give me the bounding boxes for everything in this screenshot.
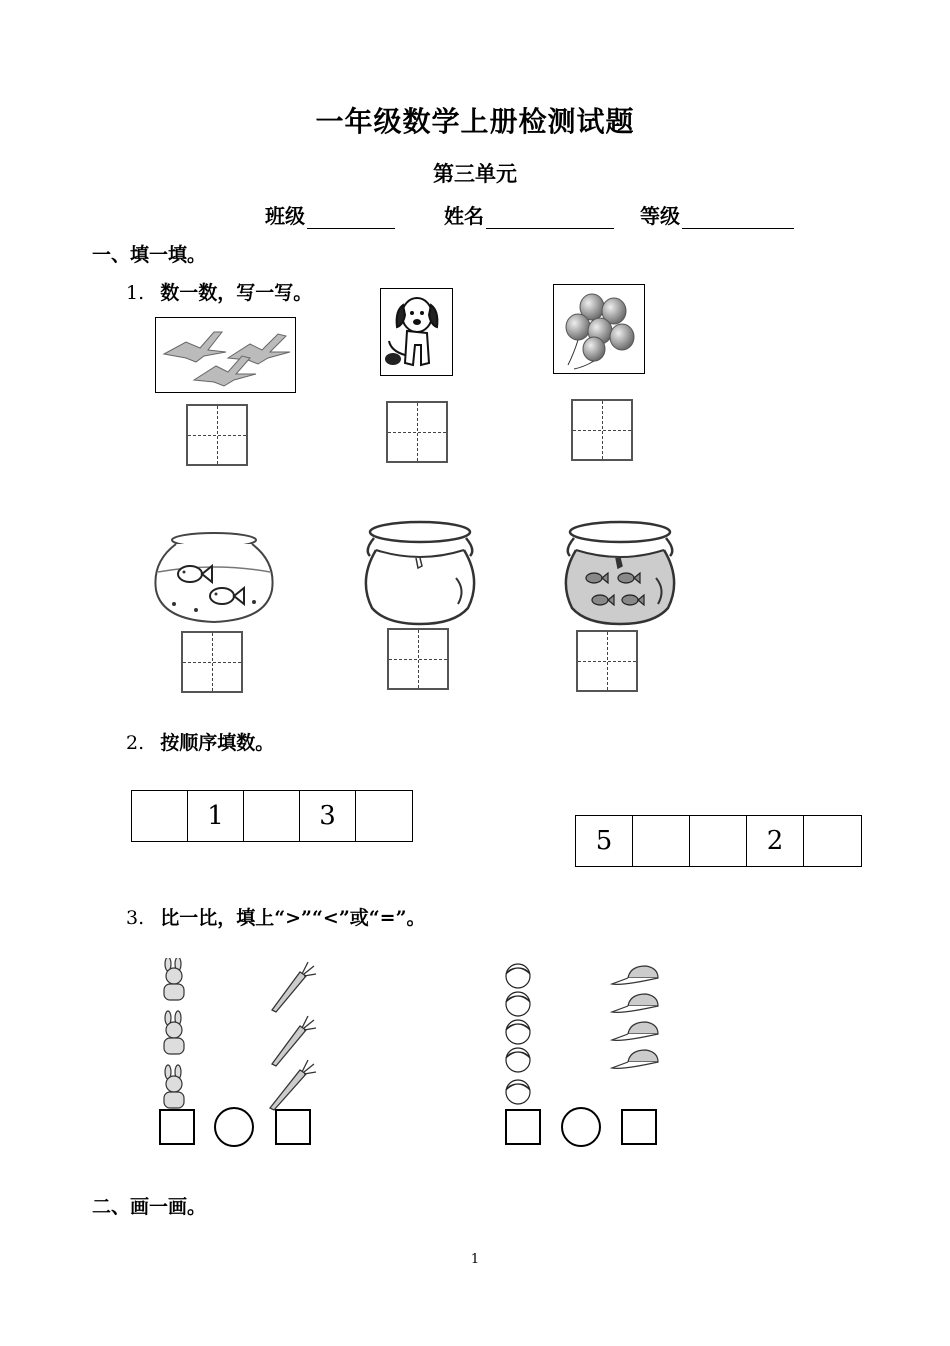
rabbits-icon (152, 958, 200, 1118)
section-1-heading: 一、填一填。 (92, 244, 207, 266)
answer-grid-fishbowl-3[interactable] (576, 630, 638, 692)
answer-grid-fishbowl-1[interactable] (181, 631, 243, 693)
balloons-icon (554, 285, 644, 373)
name-blank[interactable] (486, 204, 614, 229)
sequence-row-b (575, 815, 862, 867)
caps-icon (608, 962, 662, 1078)
sequence-cell[interactable] (633, 816, 690, 866)
answer-grid-birds[interactable] (186, 404, 248, 466)
compare-circle-left[interactable] (214, 1107, 254, 1147)
sequence-cell: 1 (188, 791, 244, 841)
answer-grid-balloons[interactable] (571, 399, 633, 461)
birds-picture (155, 317, 296, 393)
question-1-number: 1. (126, 282, 145, 304)
name-field[interactable] (444, 200, 614, 229)
answer-grid-fishbowl-2[interactable] (387, 628, 449, 690)
fishbowl-two-fish-icon (150, 532, 280, 628)
sequence-cell[interactable] (690, 816, 747, 866)
children-icon (496, 962, 542, 1108)
sequence-cell: 2 (747, 816, 804, 866)
name-label: 姓名 (444, 204, 484, 228)
dog-picture (380, 288, 453, 376)
question-1-text: 数一数，写一写。 (160, 282, 313, 304)
sequence-row-a (131, 790, 413, 842)
carrot-count-box[interactable] (275, 1109, 311, 1145)
answer-grid-dog[interactable] (386, 401, 448, 463)
question-1 (126, 278, 312, 305)
sequence-cell[interactable] (132, 791, 188, 841)
sequence-cell[interactable] (804, 816, 861, 866)
cap-count-box[interactable] (621, 1109, 657, 1145)
class-label: 班级 (265, 204, 305, 228)
dog-icon (381, 289, 452, 375)
compare-circle-right[interactable] (561, 1107, 601, 1147)
question-3 (126, 903, 426, 930)
sequence-cell[interactable] (356, 791, 412, 841)
question-2-text: 按顺序填数。 (160, 732, 275, 754)
empty-fishbowl-icon (356, 520, 484, 628)
sequence-cell[interactable] (244, 791, 300, 841)
grade-blank[interactable] (682, 204, 794, 229)
class-field[interactable] (265, 200, 395, 229)
fishbowl-four-fish-icon (556, 520, 684, 626)
page-number: 1 (470, 1252, 480, 1267)
grade-label: 等级 (640, 204, 680, 228)
class-blank[interactable] (307, 204, 395, 229)
question-2 (126, 728, 274, 755)
sequence-cell: 5 (576, 816, 633, 866)
question-3-number: 3. (126, 907, 145, 929)
page-title: 一年级数学上册检测试题 (315, 105, 635, 138)
birds-icon (156, 318, 295, 392)
section-2-heading: 二、画一画。 (92, 1196, 207, 1218)
page-subtitle: 第三单元 (433, 161, 517, 186)
rabbit-count-box[interactable] (159, 1109, 195, 1145)
balloons-picture (553, 284, 645, 374)
question-2-number: 2. (126, 732, 145, 754)
grade-field[interactable] (640, 200, 794, 229)
carrots-icon (264, 958, 320, 1116)
sequence-cell: 3 (300, 791, 356, 841)
question-3-text: 比一比，填上“>”“<”或“=”。 (160, 907, 426, 929)
children-count-box[interactable] (505, 1109, 541, 1145)
